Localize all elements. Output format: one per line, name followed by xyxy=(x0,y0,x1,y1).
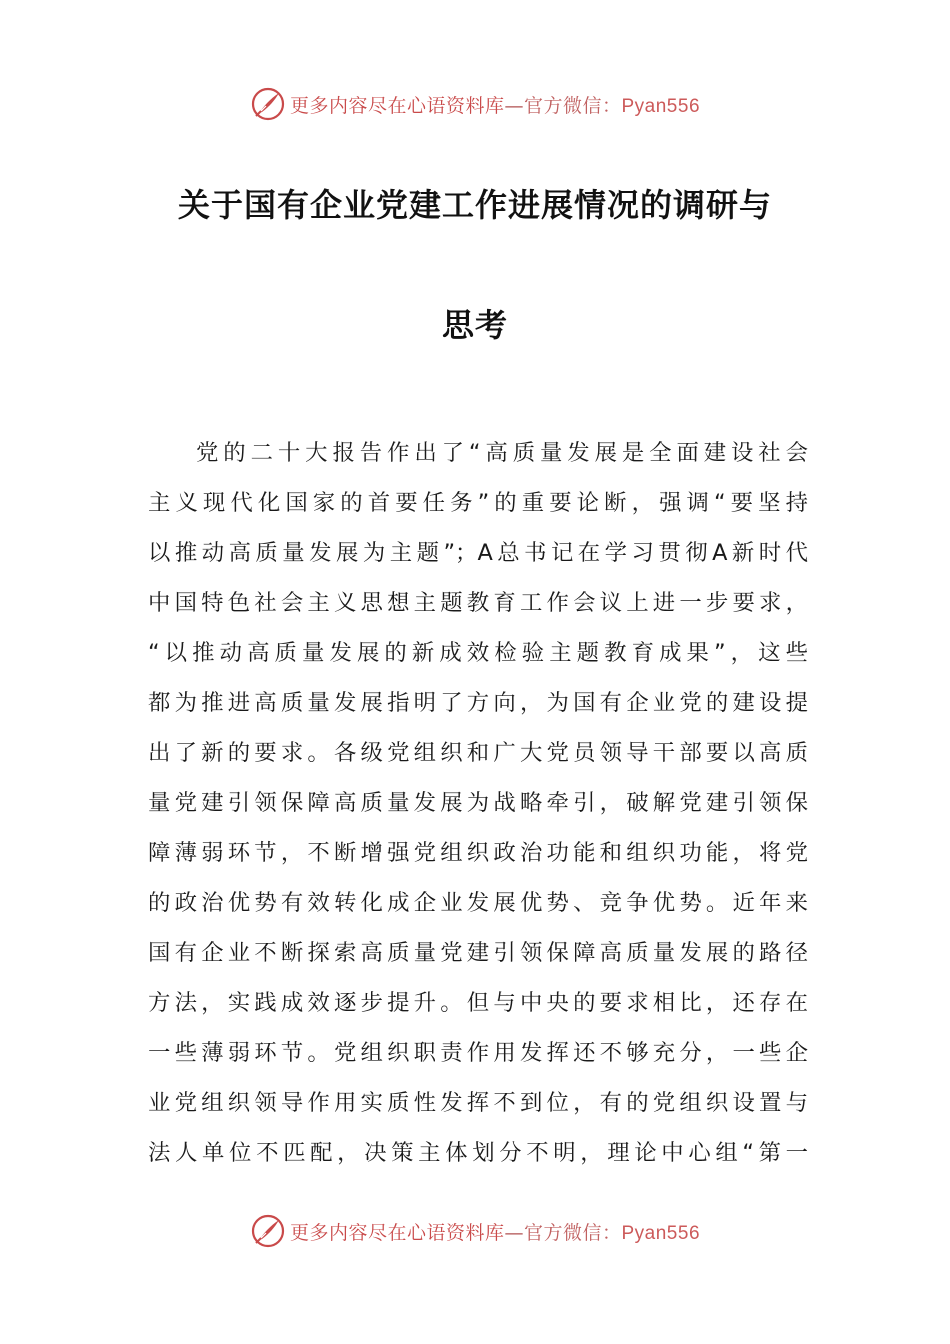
document-paragraph xyxy=(148,428,808,1178)
paragraph-line: 主义现代化国家的首要任务”的重要论断，强调“要坚持 xyxy=(148,490,808,516)
quill-logo-icon xyxy=(250,86,286,122)
paragraph-line: 障薄弱环节，不断增强党组织政治功能和组织功能，将党 xyxy=(148,840,808,866)
banner-dash: — xyxy=(504,1221,524,1244)
banner-wechat-id: Pyan556 xyxy=(621,1222,701,1244)
paragraph-line: 一些薄弱环节。党组织职责作用发挥还不够充分，一些企 xyxy=(148,1040,808,1066)
paragraph-line: 党的二十大报告作出了“高质量发展是全面建设社会 xyxy=(196,440,808,466)
paragraph-line: 中国特色社会主义思想主题教育工作会议上进一步要求， xyxy=(148,590,808,616)
paragraph-line: 出了新的要求。各级党组织和广大党员领导干部要以高质 xyxy=(148,740,808,766)
paragraph-line: 国有企业不断探索高质量党建引领保障高质量发展的路径 xyxy=(148,940,808,966)
quill-logo-icon xyxy=(250,1213,286,1249)
paragraph-line: 法人单位不匹配，决策主体划分不明，理论中心组“第一 xyxy=(148,1140,808,1166)
banner-text xyxy=(290,91,700,118)
footer-banner xyxy=(0,1211,950,1251)
paragraph-line: 以推动高质量发展为主题”；A总书记在学习贯彻A新时代 xyxy=(148,540,808,566)
banner-wechat-label: 官方微信： xyxy=(523,1221,622,1244)
banner-text xyxy=(290,1218,700,1245)
paragraph-line: 方法，实践成效逐步提升。但与中央的要求相比，还存在 xyxy=(148,990,808,1016)
header-banner xyxy=(0,84,950,124)
paragraph-line: 都为推进高质量发展指明了方向，为国有企业党的建设提 xyxy=(148,690,808,716)
paragraph-line: 业党组织领导作用实质性发挥不到位，有的党组织设置与 xyxy=(148,1090,808,1116)
banner-wechat-id: Pyan556 xyxy=(621,95,701,117)
banner-dash: — xyxy=(504,94,524,117)
paragraph-line: 量党建引领保障高质量发展为战略牵引，破解党建引领保 xyxy=(148,790,808,816)
banner-library-text: 更多内容尽在心语资料库 xyxy=(289,94,505,117)
document-title-line-2: 思考 xyxy=(441,306,508,344)
paragraph-line: 的政治优势有效转化成企业发展优势、竞争优势。近年来 xyxy=(148,890,808,916)
banner-library-text: 更多内容尽在心语资料库 xyxy=(289,1221,505,1244)
paragraph-line: “以推动高质量发展的新成效检验主题教育成果”，这些 xyxy=(148,640,808,666)
banner-wechat-label: 官方微信： xyxy=(523,94,622,117)
document-title-line-1: 关于国有企业党建工作进展情况的调研与 xyxy=(177,186,772,224)
